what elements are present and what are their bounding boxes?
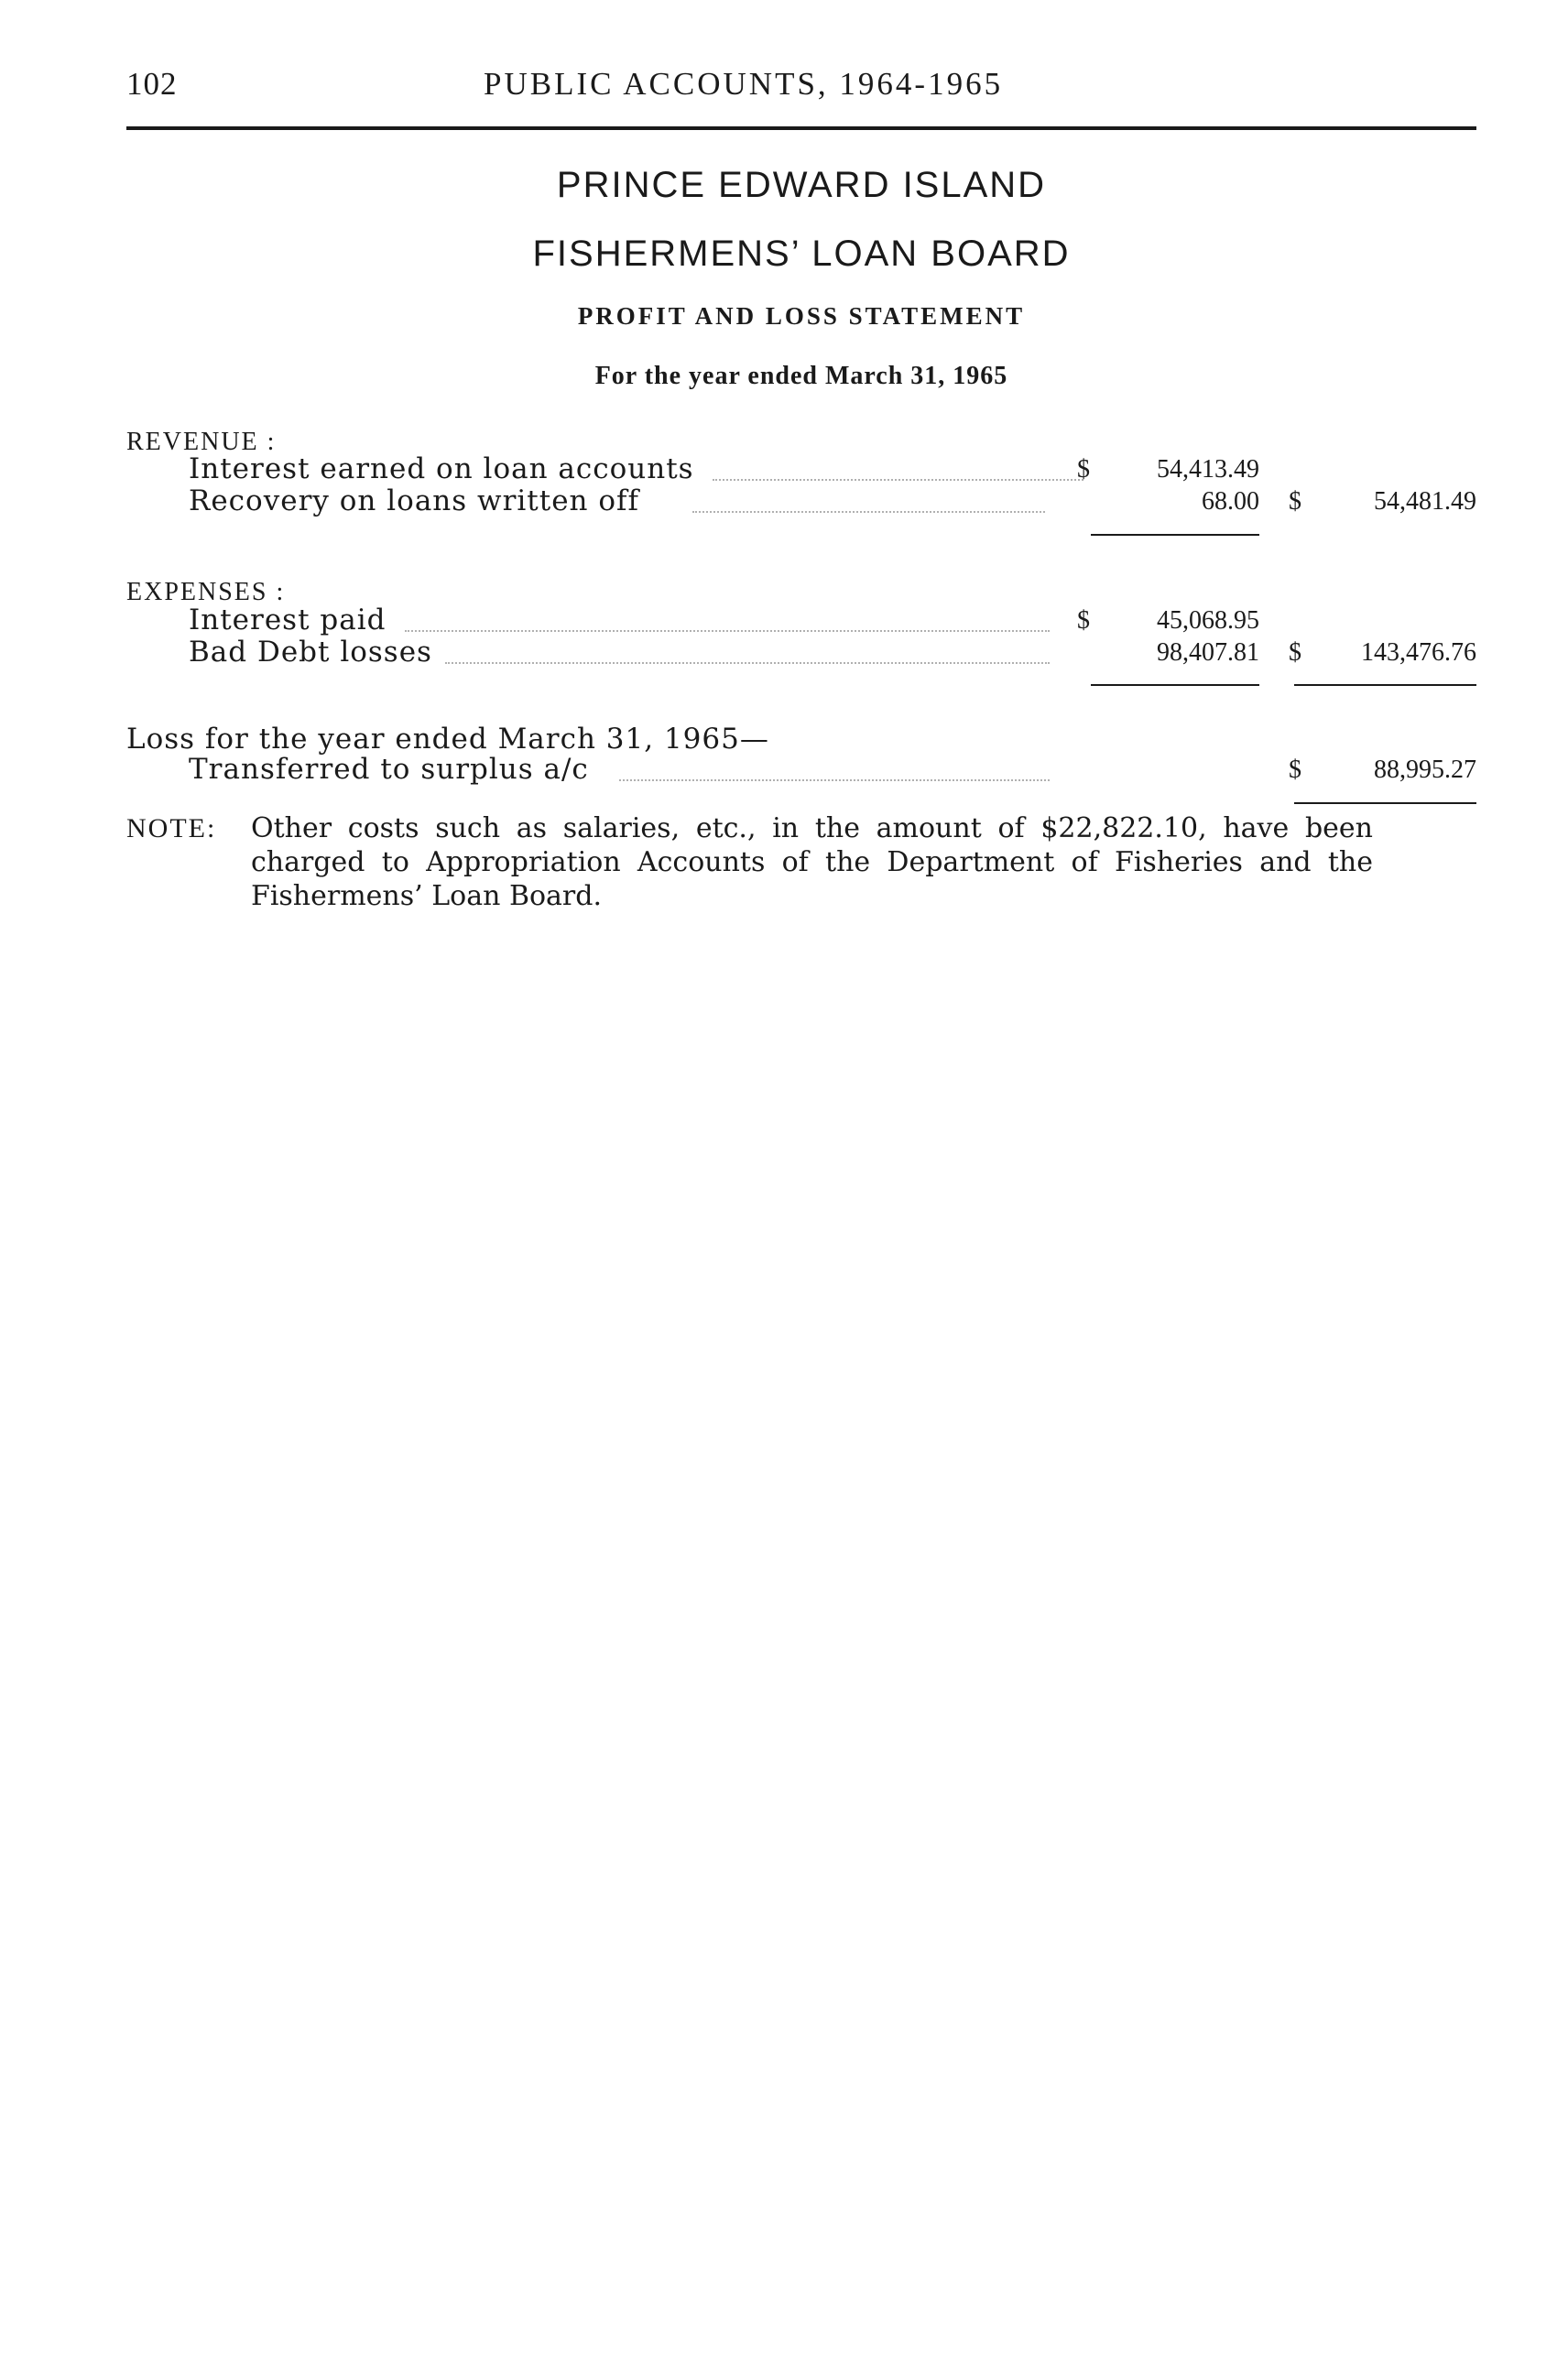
statement-title: PROFIT AND LOSS STATEMENT [577,302,1026,330]
running-title: PUBLIC ACCOUNTS, 1964-1965 [484,66,1004,102]
expense-item-label: Bad Debt losses [189,636,432,669]
revenue-item-label: Recovery on loans written off [189,484,639,517]
total-rule [1294,802,1476,804]
note-text: Other costs such as salaries, etc., in the amount of $22,822.10, have been charged to Appropriation Accounts of the Department of Fisheries and the Fishermens’ Loan Board. [251,812,1373,912]
dot-leader [445,662,1050,664]
currency-symbol: $ [1289,487,1301,516]
expenses-total: 143,476.76 [1361,638,1476,667]
organization-province: PRINCE EDWARD ISLAND [556,165,1047,205]
note-label: NOTE: [126,813,217,843]
subtotal-rule [1091,534,1259,536]
page-number: 102 [126,66,178,102]
expense-item-amount: 98,407.81 [1157,638,1259,667]
dot-leader [405,630,1050,632]
revenue-item-label: Interest earned on loan accounts [189,452,694,485]
dot-leader [713,479,1083,481]
total-rule [1294,684,1476,686]
revenue-item-amount: 68.00 [1202,487,1259,516]
revenue-item-amount: 54,413.49 [1157,455,1259,484]
expenses-heading: EXPENSES : [126,578,286,606]
loss-caption: Loss for the year ended March 31, 1965— [126,723,769,756]
header-rule [126,126,1476,130]
revenue-total: 54,481.49 [1374,487,1476,516]
subtotal-rule [1091,684,1259,686]
currency-symbol: $ [1077,606,1090,635]
currency-symbol: $ [1077,455,1090,484]
loss-transfer-label: Transferred to surplus a/c [189,753,589,786]
revenue-heading: REVENUE : [126,428,277,456]
dot-leader [619,779,1050,781]
currency-symbol: $ [1289,638,1301,667]
loss-amount: 88,995.27 [1374,756,1476,784]
expense-item-amount: 45,068.95 [1157,606,1259,635]
expense-item-label: Interest paid [189,604,387,636]
currency-symbol: $ [1289,756,1301,784]
organization-board: FISHERMENS’ LOAN BOARD [532,234,1071,274]
statement-period: For the year ended March 31, 1965 [594,362,1008,390]
dot-leader [692,511,1045,513]
